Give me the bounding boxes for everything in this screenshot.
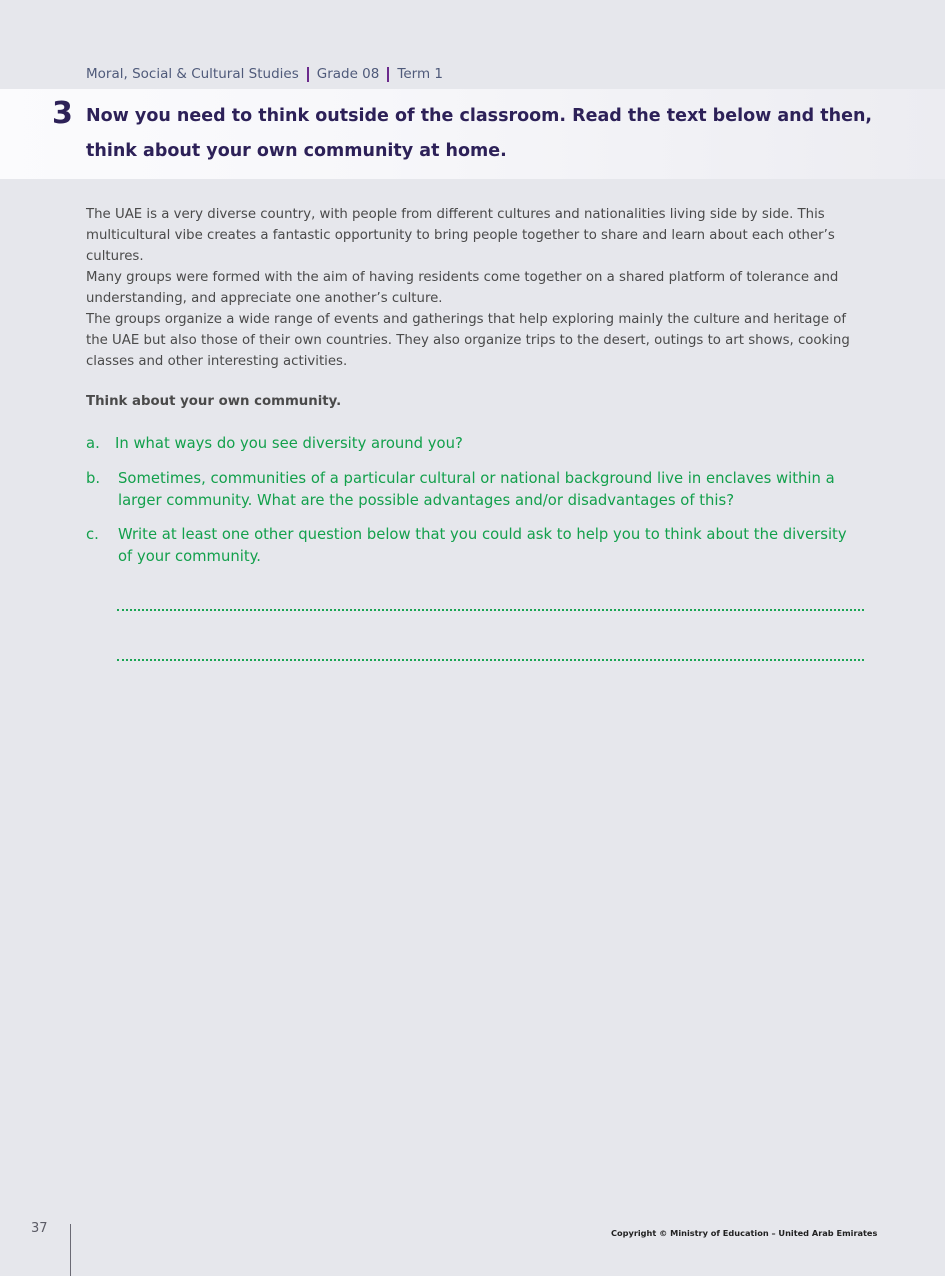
breadcrumb-term: Term 1	[397, 66, 443, 82]
question-letter: b.	[86, 470, 101, 487]
breadcrumb-grade: Grade 08	[316, 66, 380, 82]
question-letter: a.	[86, 435, 100, 452]
passage-paragraph: The UAE is a very diverse country, with people from different cultures and nationalities living side by side. This multicultural vibe creates a fantastic opportunity to bring people together to share and learn about each other’s cultures.	[86, 207, 835, 264]
breadcrumb-subject: Moral, Social & Cultural Studies	[86, 66, 299, 82]
question-text: Sometimes, communities of a particular cultural or national background live in enclaves within a larger community. What are the possible advantages and/or disadvantages of this?	[118, 470, 835, 509]
breadcrumb-separator	[387, 67, 389, 82]
breadcrumb-separator	[307, 67, 309, 82]
page-number: 37	[31, 1221, 48, 1236]
passage-paragraph: The groups organize a wide range of events and gatherings that help exploring mainly the culture and heritage of the UAE but also those of their own countries. They also organize trips to the desert, outings to art shows, cooking classes and other interesting activities.	[86, 312, 850, 369]
copyright-notice: Copyright © Ministry of Education – United Arab Emirates	[611, 1228, 878, 1238]
question-letter: c.	[86, 526, 99, 543]
community-prompt: Think about your own community.	[86, 394, 342, 409]
breadcrumb	[86, 66, 443, 82]
question-text: In what ways do you see diversity around you?	[115, 435, 463, 452]
reading-passage	[86, 204, 856, 372]
answer-line[interactable]	[117, 659, 864, 661]
footer-divider	[70, 1224, 71, 1276]
task-title: Now you need to think outside of the classroom. Read the text below and then, think about your own community at home.	[86, 106, 873, 161]
passage-paragraph: Many groups were formed with the aim of having residents come together on a shared platform of tolerance and understanding, and appreciate one another’s culture.	[86, 270, 839, 306]
question-text: Write at least one other question below that you could ask to help you to think about the diversity of your community.	[118, 526, 847, 565]
task-number: 3	[52, 96, 73, 131]
answer-line[interactable]	[117, 609, 864, 611]
